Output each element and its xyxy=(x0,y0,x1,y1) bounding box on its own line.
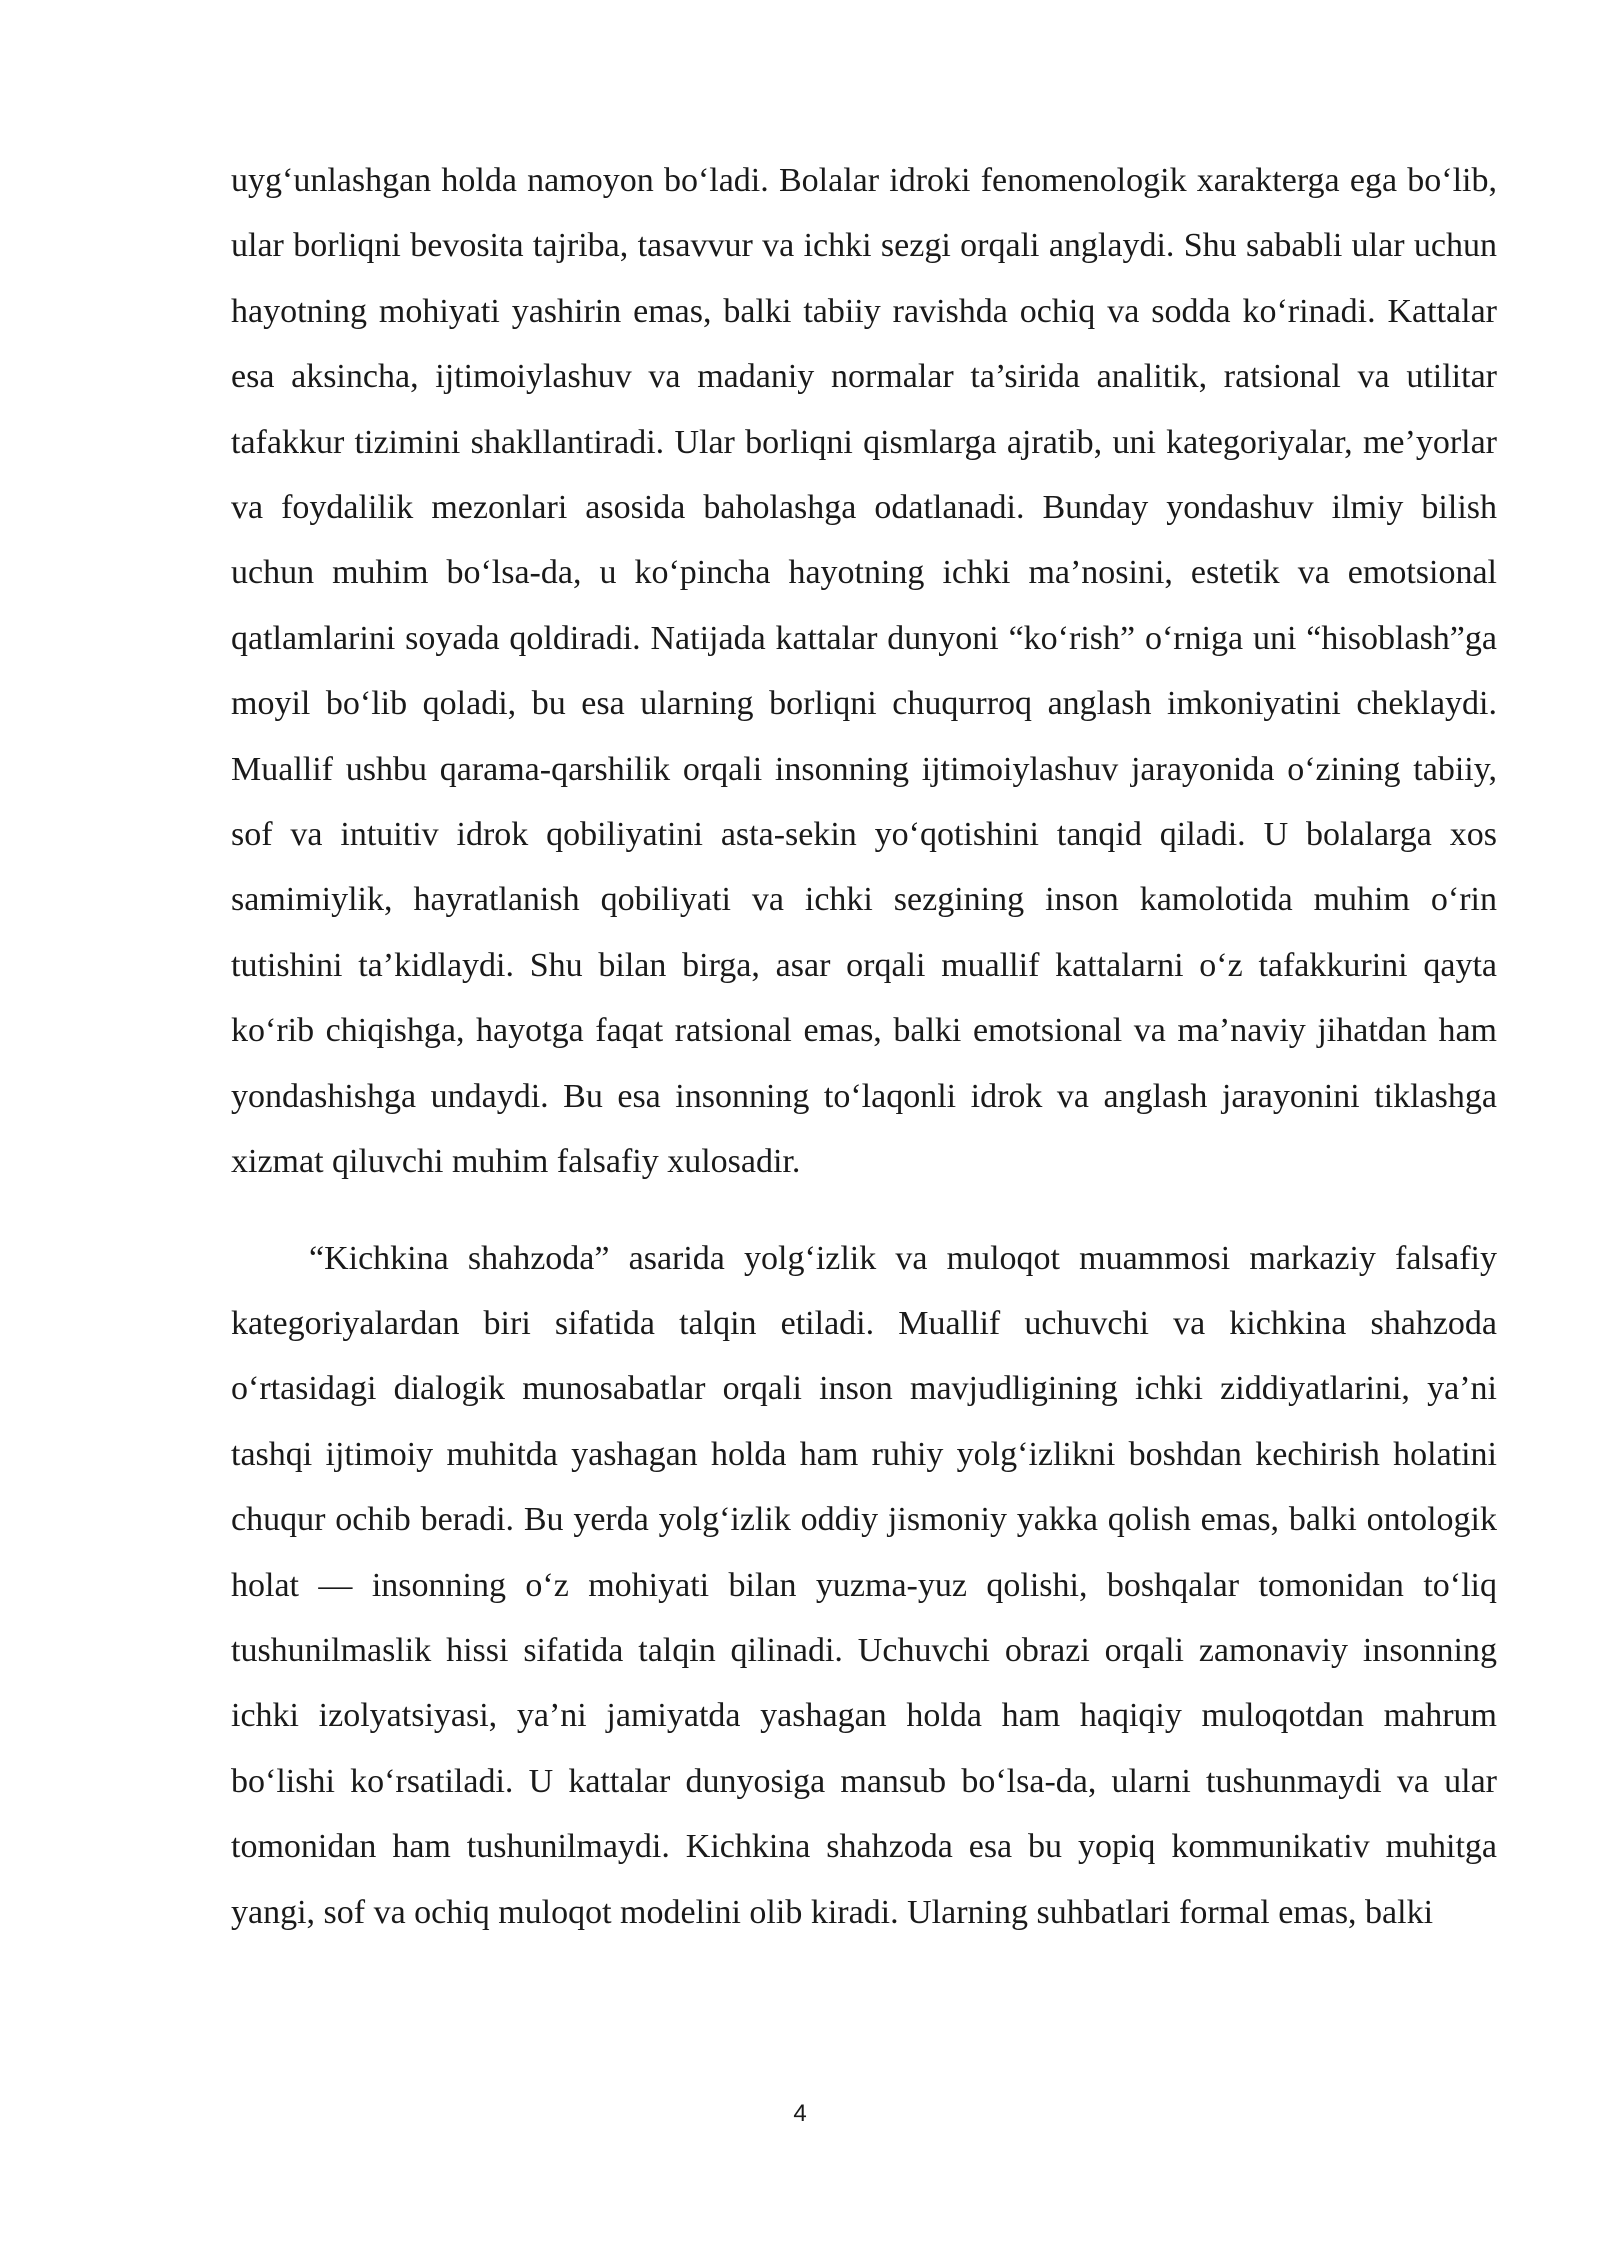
paragraph-continued: uyg‘unlashgan holda namoyon bo‘ladi. Bolalar idroki fenomenologik xarakterga ega bo‘lib, ular borliqni bevosita tajriba, tasavvur va ichki sezgi orqali anglaydi. Shu sababli ular uchun hayotning mohiyati yashirin emas, balki tabiiy ravishda ochiq va sodda ko‘rinadi. Kattalar esa aksincha, ijtimoiylashuv va madaniy normalar ta’sirida analitik, ratsional va utilitar tafakkur tizimini shakllantiradi. Ular borliqni qismlarga ajratib, uni kategoriyalar, me’yorlar va foydalilik mezonlari asosida baholashga odatlanadi. Bunday yondashuv ilmiy bilish uchun muhim bo‘lsa-da, u ko‘pincha hayotning ichki ma’nosini, estetik va emotsional qatlamlarini soyada qoldiradi. Natijada kattalar dunyoni “ko‘rish” o‘rniga uni “hisoblash”ga moyil bo‘lib qoladi, bu esa ularning borliqni chuqurroq anglash imkoniyatini cheklaydi. Muallif ushbu qarama-qarshilik orqali insonning ijtimoiylashuv jarayonida o‘zining tabiiy, sof va intuitiv idrok qobiliyatini asta-sekin yo‘qotishini tanqid qiladi. U bolalarga xos samimiylik, hayratlanish qobiliyati va ichki sezgining inson kamolotida muhim o‘rin tutishini ta’kidlaydi. Shu bilan birga, asar orqali muallif kattalarni o‘z tafakkurini qayta ko‘rib chiqishga, hayotga faqat ratsional emas, balki emotsional va ma’naviy jihatdan ham yondashishga undaydi. Bu esa insonning to‘laqonli idrok va anglash jarayonini tiklashga xizmat qiluvchi muhim falsafiy xulosadir. xyxy=(231,162,1497,1181)
page-number: 4 xyxy=(793,2100,807,2127)
body-text xyxy=(231,148,1497,1945)
paragraph-loneliness: “Kichkina shahzoda” asarida yolg‘izlik va muloqot muammosi markaziy falsafiy kategoriyalardan biri sifatida talqin etiladi. Muallif uchuvchi va kichkina shahzoda o‘rtasidagi dialogik munosabatlar orqali inson mavjudligining ichki ziddiyatlarini, ya’ni tashqi ijtimoiy muhitda yashagan holda ham ruhiy yolg‘izlikni boshdan kechirish holatini chuqur ochib beradi. Bu yerda yolg‘izlik oddiy jismoniy yakka qolish emas, balki ontologik holat — insonning o‘z mohiyati bilan yuzma-yuz qolishi, boshqalar tomonidan to‘liq tushunilmaslik hissi sifatida talqin qilinadi. Uchuvchi obrazi orqali zamonaviy insonning ichki izolyatsiyasi, ya’ni jamiyatda yashagan holda ham haqiqiy muloqotdan mahrum bo‘lishi ko‘rsatiladi. U kattalar dunyosiga mansub bo‘lsa-da, ularni tushunmaydi va ular tomonidan ham tushunilmaydi. Kichkina shahzoda esa bu yopiq kommunikativ muhitga yangi, sof va ochiq muloqot modelini olib kiradi. Ularning suhbatlari formal emas, balki xyxy=(231,1239,1497,1931)
